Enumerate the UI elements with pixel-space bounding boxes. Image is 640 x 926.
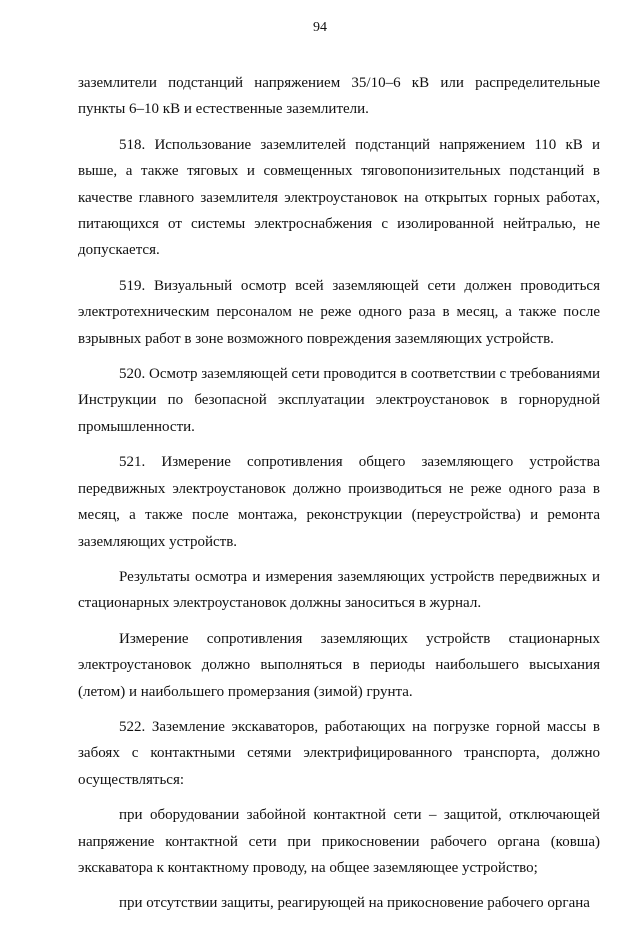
paragraph-continuation: заземлители подстанций напряжением 35/10–6 кВ или распределительные пункты 6–10 кВ и естественные заземлители. <box>78 75 600 118</box>
paragraph-518: 518. Использование заземлителей подстанций напряжением 110 кВ и выше, а также тяговых и совмещенных тяговопонизительных подстанций в качестве главного заземлителя электроустановок на открытых горных работах, питающихся от системы электроснабжения с изолированной нейтралью, не допускается. <box>78 136 600 259</box>
document-body <box>78 70 600 926</box>
paragraph-with-protection: при оборудовании забойной контактной сети – защитой, отключающей напряжение контактной сети при прикосновении рабочего органа (ковша) экскаватора к контактному проводу, на общее заземляющее устройство; <box>78 807 600 876</box>
page-number: 94 <box>313 20 327 35</box>
paragraph-522: 522. Заземление экскаваторов, работающих на погрузке горной массы в забоях с контактными сетями электрифицированного транспорта, должно осуществляться: <box>78 718 600 788</box>
paragraph-measurement: Измерение сопротивления заземляющих устройств стационарных электроустановок должно выполняться в периоды наибольшего высыхания (летом) и наибольшего промерзания (зимой) грунта. <box>78 630 600 700</box>
paragraph-without-protection: при отсутствии защиты, реагирующей на прикосновение рабочего органа <box>119 895 590 912</box>
paragraph-520: 520. Осмотр заземляющей сети проводится в соответствии с требованиями Инструкции по безопасной эксплуатации электроустановок в горнорудной промышленности. <box>78 366 600 435</box>
paragraph-521: 521. Измерение сопротивления общего заземляющего устройства передвижных электроустановок должно производиться не реже одного раза в месяц, а также после монтажа, реконструкции (переустройства) и ремонта заземляющих устройств. <box>78 454 600 550</box>
paragraph-519: 519. Визуальный осмотр всей заземляющей сети должен проводиться электротехническим персоналом не реже одного раза в месяц, а также после взрывных работ в зоне возможного повреждения заземляющих устройств. <box>78 277 600 347</box>
paragraph-results: Результаты осмотра и измерения заземляющих устройств передвижных и стационарных электроустановок должны заноситься в журнал. <box>78 568 600 612</box>
